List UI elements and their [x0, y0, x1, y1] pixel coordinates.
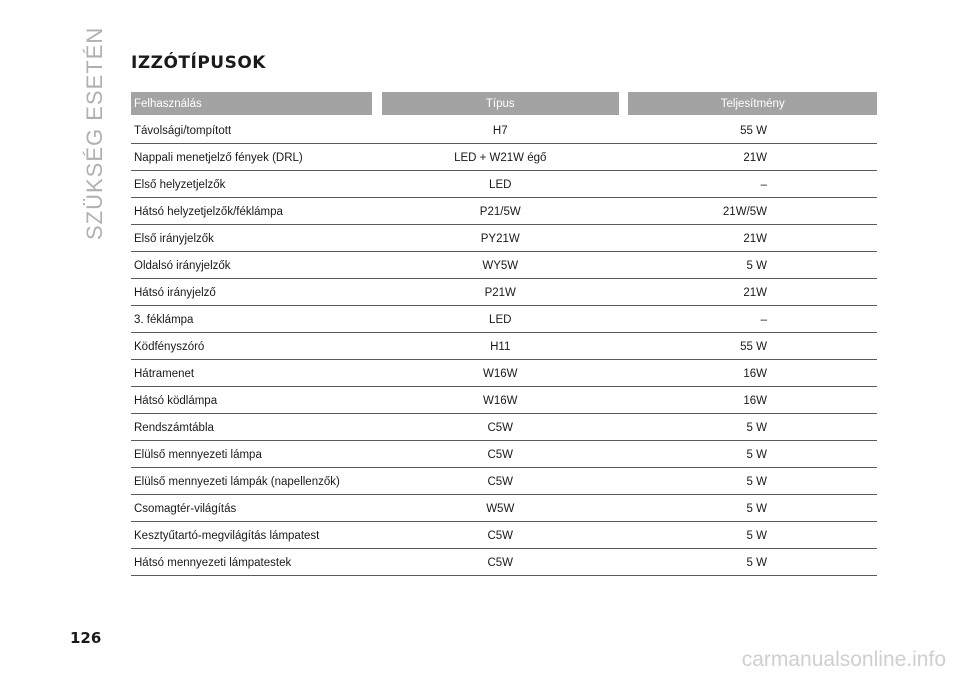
cell-gap — [372, 387, 382, 414]
table-row — [131, 387, 877, 414]
cell-gap — [372, 468, 382, 495]
table-row — [131, 441, 877, 468]
cell-power: 5 W — [628, 441, 877, 468]
table-row — [131, 117, 877, 144]
cell-gap — [372, 360, 382, 387]
cell-usage: Csomagtér-világítás — [131, 495, 372, 522]
table-header-row — [131, 92, 877, 117]
header-gap — [619, 92, 629, 117]
cell-type: H11 — [382, 333, 619, 360]
cell-power: 55 W — [628, 117, 877, 144]
cell-power: 5 W — [628, 414, 877, 441]
cell-power: 5 W — [628, 252, 877, 279]
cell-type: P21/5W — [382, 198, 619, 225]
cell-power: 21W — [628, 225, 877, 252]
cell-usage: Hátsó mennyezeti lámpatestek — [131, 549, 372, 576]
cell-type: LED — [382, 171, 619, 198]
table-body — [131, 117, 877, 576]
table-row — [131, 171, 877, 198]
cell-power: 21W — [628, 279, 877, 306]
table-row — [131, 468, 877, 495]
cell-type: PY21W — [382, 225, 619, 252]
cell-type: W16W — [382, 387, 619, 414]
cell-type: LED — [382, 306, 619, 333]
table-row — [131, 198, 877, 225]
cell-gap — [619, 306, 629, 333]
cell-gap — [619, 171, 629, 198]
cell-gap — [372, 225, 382, 252]
cell-gap — [372, 198, 382, 225]
chapter-side-title: SZÜKSÉG ESETÉN — [82, 26, 107, 240]
cell-type: C5W — [382, 441, 619, 468]
cell-usage: Hátramenet — [131, 360, 372, 387]
cell-gap — [372, 117, 382, 144]
cell-usage: Első helyzetjelzők — [131, 171, 372, 198]
cell-usage: 3. féklámpa — [131, 306, 372, 333]
cell-type: C5W — [382, 522, 619, 549]
cell-gap — [619, 360, 629, 387]
cell-gap — [372, 441, 382, 468]
cell-gap — [619, 225, 629, 252]
cell-type: P21W — [382, 279, 619, 306]
cell-usage: Hátsó irányjelző — [131, 279, 372, 306]
cell-power: 21W/5W — [628, 198, 877, 225]
cell-power: 21W — [628, 144, 877, 171]
cell-gap — [619, 198, 629, 225]
cell-gap — [619, 252, 629, 279]
cell-type: H7 — [382, 117, 619, 144]
cell-power: – — [628, 171, 877, 198]
cell-power: 5 W — [628, 522, 877, 549]
cell-gap — [372, 252, 382, 279]
cell-usage: Elülső mennyezeti lámpa — [131, 441, 372, 468]
cell-usage: Hátsó ködlámpa — [131, 387, 372, 414]
cell-usage: Oldalsó irányjelzők — [131, 252, 372, 279]
cell-gap — [619, 414, 629, 441]
cell-type: W16W — [382, 360, 619, 387]
column-header-usage: Felhasználás — [131, 92, 372, 117]
cell-gap — [619, 144, 629, 171]
cell-gap — [619, 279, 629, 306]
cell-usage: Rendszámtábla — [131, 414, 372, 441]
header-gap — [372, 92, 382, 117]
cell-usage: Nappali menetjelző fények (DRL) — [131, 144, 372, 171]
cell-gap — [619, 117, 629, 144]
table-row — [131, 144, 877, 171]
table-row — [131, 252, 877, 279]
cell-gap — [372, 171, 382, 198]
cell-gap — [619, 387, 629, 414]
page-number: 126 — [70, 629, 102, 647]
cell-gap — [619, 468, 629, 495]
table-row — [131, 495, 877, 522]
cell-power: 5 W — [628, 549, 877, 576]
cell-gap — [372, 495, 382, 522]
cell-gap — [619, 441, 629, 468]
cell-type: W5W — [382, 495, 619, 522]
cell-usage: Távolsági/tompított — [131, 117, 372, 144]
cell-usage: Elülső mennyezeti lámpák (napellenzők) — [131, 468, 372, 495]
section-title: IZZÓTÍPUSOK — [131, 53, 266, 73]
cell-usage: Kesztyűtartó-megvilágítás lámpatest — [131, 522, 372, 549]
cell-type: C5W — [382, 549, 619, 576]
cell-gap — [619, 522, 629, 549]
cell-type: LED + W21W égő — [382, 144, 619, 171]
cell-gap — [619, 333, 629, 360]
cell-gap — [372, 549, 382, 576]
cell-usage: Hátsó helyzetjelzők/féklámpa — [131, 198, 372, 225]
table-row — [131, 360, 877, 387]
bulb-types-table — [131, 92, 877, 576]
cell-gap — [619, 549, 629, 576]
cell-power: 5 W — [628, 495, 877, 522]
table-row — [131, 333, 877, 360]
cell-gap — [619, 495, 629, 522]
cell-power: 16W — [628, 360, 877, 387]
cell-gap — [372, 144, 382, 171]
cell-gap — [372, 279, 382, 306]
cell-gap — [372, 522, 382, 549]
cell-power: 55 W — [628, 333, 877, 360]
cell-power: 5 W — [628, 468, 877, 495]
cell-type: C5W — [382, 414, 619, 441]
table-row — [131, 279, 877, 306]
watermark[interactable]: carmanualsonline.info — [741, 648, 946, 671]
column-header-type: Típus — [382, 92, 619, 117]
table-row — [131, 414, 877, 441]
table-row — [131, 306, 877, 333]
cell-gap — [372, 333, 382, 360]
cell-usage: Ködfényszóró — [131, 333, 372, 360]
cell-power: 16W — [628, 387, 877, 414]
table-row — [131, 225, 877, 252]
cell-gap — [372, 414, 382, 441]
table-row — [131, 522, 877, 549]
cell-type: C5W — [382, 468, 619, 495]
cell-power: – — [628, 306, 877, 333]
column-header-power: Teljesítmény — [628, 92, 877, 117]
cell-type: WY5W — [382, 252, 619, 279]
table-row — [131, 549, 877, 576]
cell-usage: Első irányjelzők — [131, 225, 372, 252]
cell-gap — [372, 306, 382, 333]
